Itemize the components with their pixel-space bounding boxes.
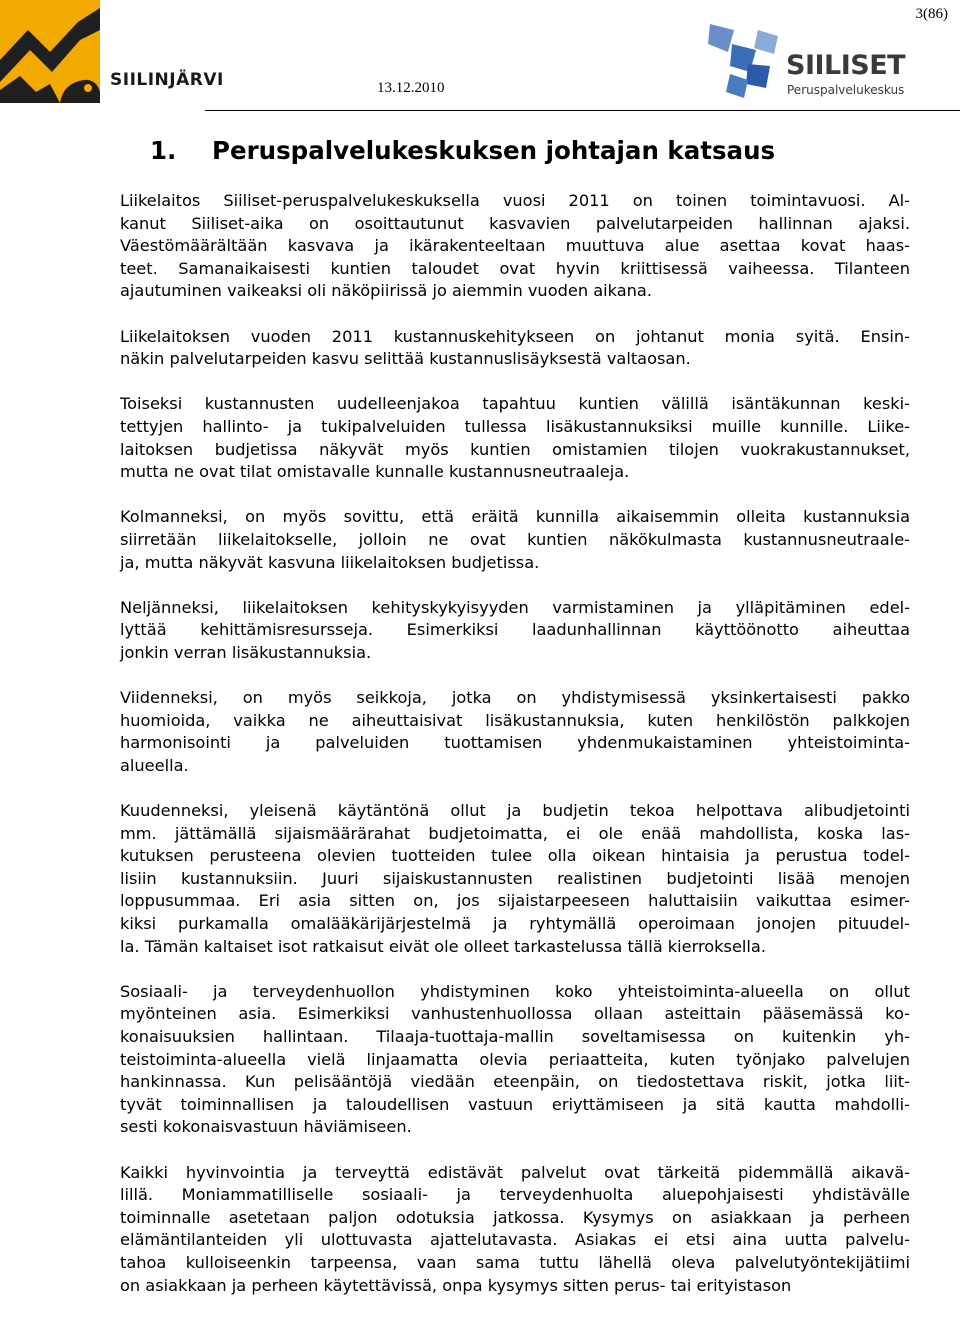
paragraph-line: Kaikki hyvinvointia ja terveyttä edistävät palvelut ovat tärkeitä pidemmällä aikavä- [120, 1162, 910, 1182]
header-divider [205, 110, 960, 111]
paragraph-line: teet. Samanaikaisesti kuntien taloudet ovat hyvin kriittisessä vaiheessa. Tilanteen [120, 258, 910, 278]
paragraph-line: kutuksen perusteena olevien tuotteiden tulee olla oikean hintaisia ja perustua todel- [120, 846, 910, 866]
paragraph [120, 800, 910, 958]
paragraph [120, 506, 910, 574]
document-body [120, 190, 910, 1320]
paragraph-line: siirretään liikelaitokselle, jolloin ne ovat kuntien näkökulmasta kustannusneutraale- [120, 529, 910, 549]
paragraph-line: la. Tämän kaltaiset isot ratkaisut eivät ole olleet tarkastelussa tällä kierroksella. [120, 936, 766, 956]
paragraph-line: sesti kokonaisvastuun häviämiseen. [120, 1117, 412, 1137]
paragraph-line: teistoiminta-alueella vielä linjaamatta olevia periaatteita, kuten työnjako palvelujen [120, 1049, 910, 1069]
paragraph-line: Liikelaitoksen vuoden 2011 kustannuskehitykseen on johtanut monia syitä. Ensin- [120, 326, 910, 346]
paragraph-line: ajautuminen vaikeaksi oli näköpiirissä jo aiemmin vuoden aikana. [120, 281, 652, 301]
paragraph-line: Neljänneksi, liikelaitoksen kehityskykyisyyden varmistaminen ja ylläpitäminen edel- [120, 597, 910, 617]
paragraph-line: tyvät toiminnallisen ja taloudellisen vastuun eriyttämiseen ja sitä kautta mahdolli- [120, 1094, 910, 1114]
paragraph-line: jonkin verran lisäkustannuksia. [120, 642, 372, 662]
paragraph [120, 190, 910, 303]
paragraph-line: konaisuuksien hallintaan. Tilaaja-tuottaja-mallin soveltamisessa on kuitenkin yh- [120, 1026, 910, 1046]
siiliset-mark-icon [708, 22, 788, 104]
brand-subtitle: Peruspalvelukeskus [787, 83, 905, 97]
paragraph-line: alueella. [120, 755, 189, 775]
section-title: Peruspalvelukeskuksen johtajan katsaus [212, 136, 776, 165]
section-number: 1. [150, 136, 177, 165]
paragraph-line: harmonisointi ja palveluiden tuottamisen yhdenmukaistaminen yhteistoiminta- [120, 733, 910, 753]
paragraph-line: ja, mutta näkyvät kasvuna liikelaitoksen budjetissa. [120, 552, 540, 572]
section-heading [150, 135, 775, 167]
paragraph [120, 981, 910, 1139]
paragraph-line: Kolmanneksi, on myös sovittu, että eräitä kunnilla aikaisemmin olleita kustannuksia [120, 507, 910, 527]
brand-name: SIILISET [786, 50, 906, 81]
paragraph-line: myönteinen asia. Esimerkiksi vanhustenhuollossa ollaan asteittain pääsemässä ko- [120, 1004, 910, 1024]
siilinjarvi-logo [0, 0, 224, 103]
paragraph [120, 1162, 910, 1298]
paragraph-line: kanut Siiliset-aika on osoittautunut kasvavien palvelutarpeiden hallinnan ajaksi. [120, 213, 910, 233]
paragraph-line: mutta ne ovat tilat omistavalle kunnalle kustannusneutraaleja. [120, 462, 630, 482]
paragraph-line: tettyjen hallinto- ja tukipalveluiden tullessa lisäkustannuksiksi muille kunnille. Liike- [120, 416, 910, 436]
paragraph-line: lyttää kehittämisresursseja. Esimerkiksi laadunhallinnan käyttöönotto aiheuttaa [120, 620, 910, 640]
siiliset-logo [708, 22, 913, 104]
paragraph-line: lillä. Moniammatilliselle sosiaali- ja terveydenhuolta aluepohjaisesti yhdistävälle [120, 1185, 910, 1205]
paragraph-line: hankinnassa. Kun pelisääntöjä viedään eteenpäin, on tiedostettava riskit, jotka liit- [120, 1072, 910, 1092]
page-header [0, 0, 960, 115]
paragraph-line: on asiakkaan ja perheen käytettävissä, onpa kysymys sitten perus- tai erityistason [120, 1275, 792, 1295]
paragraph-line: Viidenneksi, on myös seikkoja, jotka on yhdistymisessä yksinkertaisesti pakko [120, 688, 910, 708]
paragraph-line: loppusummaa. Eri asia sitten on, jos sijaistarpeeseen haluttaisiin vaikuttaa esimer- [120, 891, 910, 911]
paragraph-line: elämäntilanteiden yli ulottuvasta ajattelutavasta. Asiakas ei etsi aina uutta palvelu- [120, 1230, 910, 1250]
paragraph [120, 393, 910, 483]
paragraph-line: Kuudenneksi, yleisenä käytäntönä ollut ja budjetin tekoa helpottava alibudjetointi [120, 801, 910, 821]
paragraph-line: näkin palvelutarpeiden kasvu selittää kustannuslisäyksestä valtaosan. [120, 349, 691, 369]
paragraph-line: tahoa kulloiseenkin tarpeensa, vaan sama tuttu lähellä oleva palvelutyöntekijätiimi [120, 1252, 910, 1272]
paragraph [120, 597, 910, 665]
paragraph-line: Väestömäärältään kasvava ja ikärakenteeltaan muuttuva alue asettaa kovat haas- [120, 236, 910, 256]
document-date: 13.12.2010 [377, 80, 445, 96]
paragraph-line: Liikelaitos Siiliset-peruspalvelukeskuksella vuosi 2011 on toinen toimintavuosi. Al- [120, 191, 910, 210]
paragraph-line: Toiseksi kustannusten uudelleenjakoa tapahtuu kuntien välillä isäntäkunnan keski- [120, 394, 910, 414]
paragraph-line: huomioida, vaikka ne aiheuttaisivat lisäkustannuksia, kuten henkilöstön palkkojen [120, 710, 910, 730]
paragraph [120, 326, 910, 371]
paragraph-line: lisiin kustannuksiin. Juuri sijaiskustannusten realistinen budjetointi lisää menojen [120, 868, 910, 888]
paragraph-line: Sosiaali- ja terveydenhuollon yhdistyminen koko yhteistoiminta-alueella on ollut [120, 981, 910, 1001]
org-name: SIILINJÄRVI [110, 70, 224, 90]
paragraph-line: mm. jättämällä sijaismäärärahat budjetoimatta, ei ole enää mahdollista, koska las- [120, 823, 910, 843]
paragraph-line: laitoksen budjetissa näkyvät myös kuntien omistamien tilojen vuokrakustannukset, [120, 439, 910, 459]
page-number: 3(86) [915, 6, 948, 22]
paragraph-line: kiksi purkamalla omalääkärijärjestelmä ja ryhtymällä operoimaan jonojen pituudel- [120, 914, 910, 933]
paragraph-line: toiminnalle asetetaan paljon odotuksia jatkossa. Kysymys on asiakkaan ja perheen [120, 1207, 910, 1227]
paragraph [120, 687, 910, 777]
